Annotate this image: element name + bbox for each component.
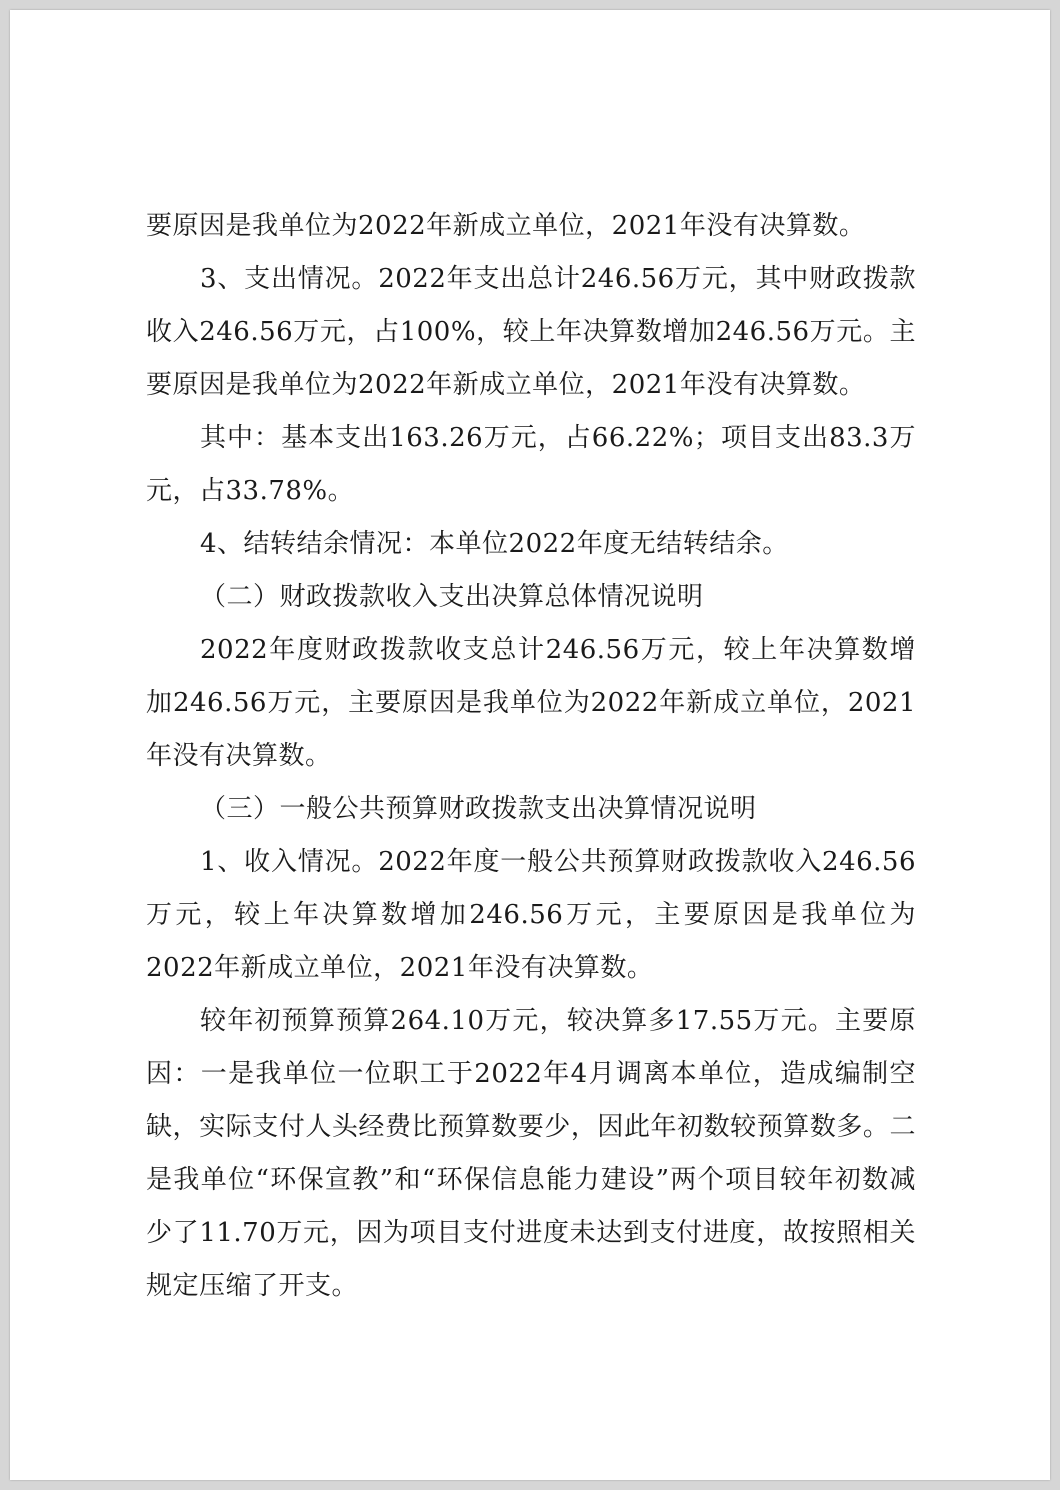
paragraph-budget-comparison: 较年初预算预算264.10万元，较决算多17.55万元。主要原因：一是我单位一位职工于2022年4月调离本单位，造成编制空缺，实际支付人头经费比预算数要少，因此年初数较预算数多。二是我单位“环保宣教”和“环保信息能力建设”两个项目较年初数减少了11.70万元，因为项目支付进度未达到支付进度，故按照相关规定压缩了开支。 — [146, 1006, 916, 1301]
paragraph-fiscal-total: 2022年度财政拨款收支总计246.56万元，较上年决算数增加246.56万元，主要原因是我单位为2022年新成立单位，2021年没有决算数。 — [146, 635, 916, 771]
section-heading-3: （三）一般公共预算财政拨款支出决算情况说明 — [200, 794, 757, 824]
document-page — [10, 10, 1050, 1480]
paragraph-expenditure: 3、支出情况。2022年支出总计246.56万元，其中财政拨款收入246.56万元，占100%，较上年决算数增加246.56万元。主要原因是我单位为2022年新成立单位，2021年没有决算数。 — [146, 264, 916, 400]
paragraph-carryover: 4、结转结余情况：本单位2022年度无结转结余。 — [200, 529, 789, 559]
paragraph-income: 1、收入情况。2022年度一般公共预算财政拨款收入246.56万元，较上年决算数增加246.56万元，主要原因是我单位为2022年新成立单位，2021年没有决算数。 — [146, 847, 916, 983]
paragraph-continuation: 要原因是我单位为2022年新成立单位，2021年没有决算数。 — [146, 211, 866, 241]
paragraph-expenditure-breakdown: 其中：基本支出163.26万元，占66.22%；项目支出83.3万元，占33.78%。 — [146, 423, 916, 506]
document-body — [146, 200, 916, 1313]
section-heading-2: （二）财政拨款收入支出决算总体情况说明 — [200, 582, 704, 612]
